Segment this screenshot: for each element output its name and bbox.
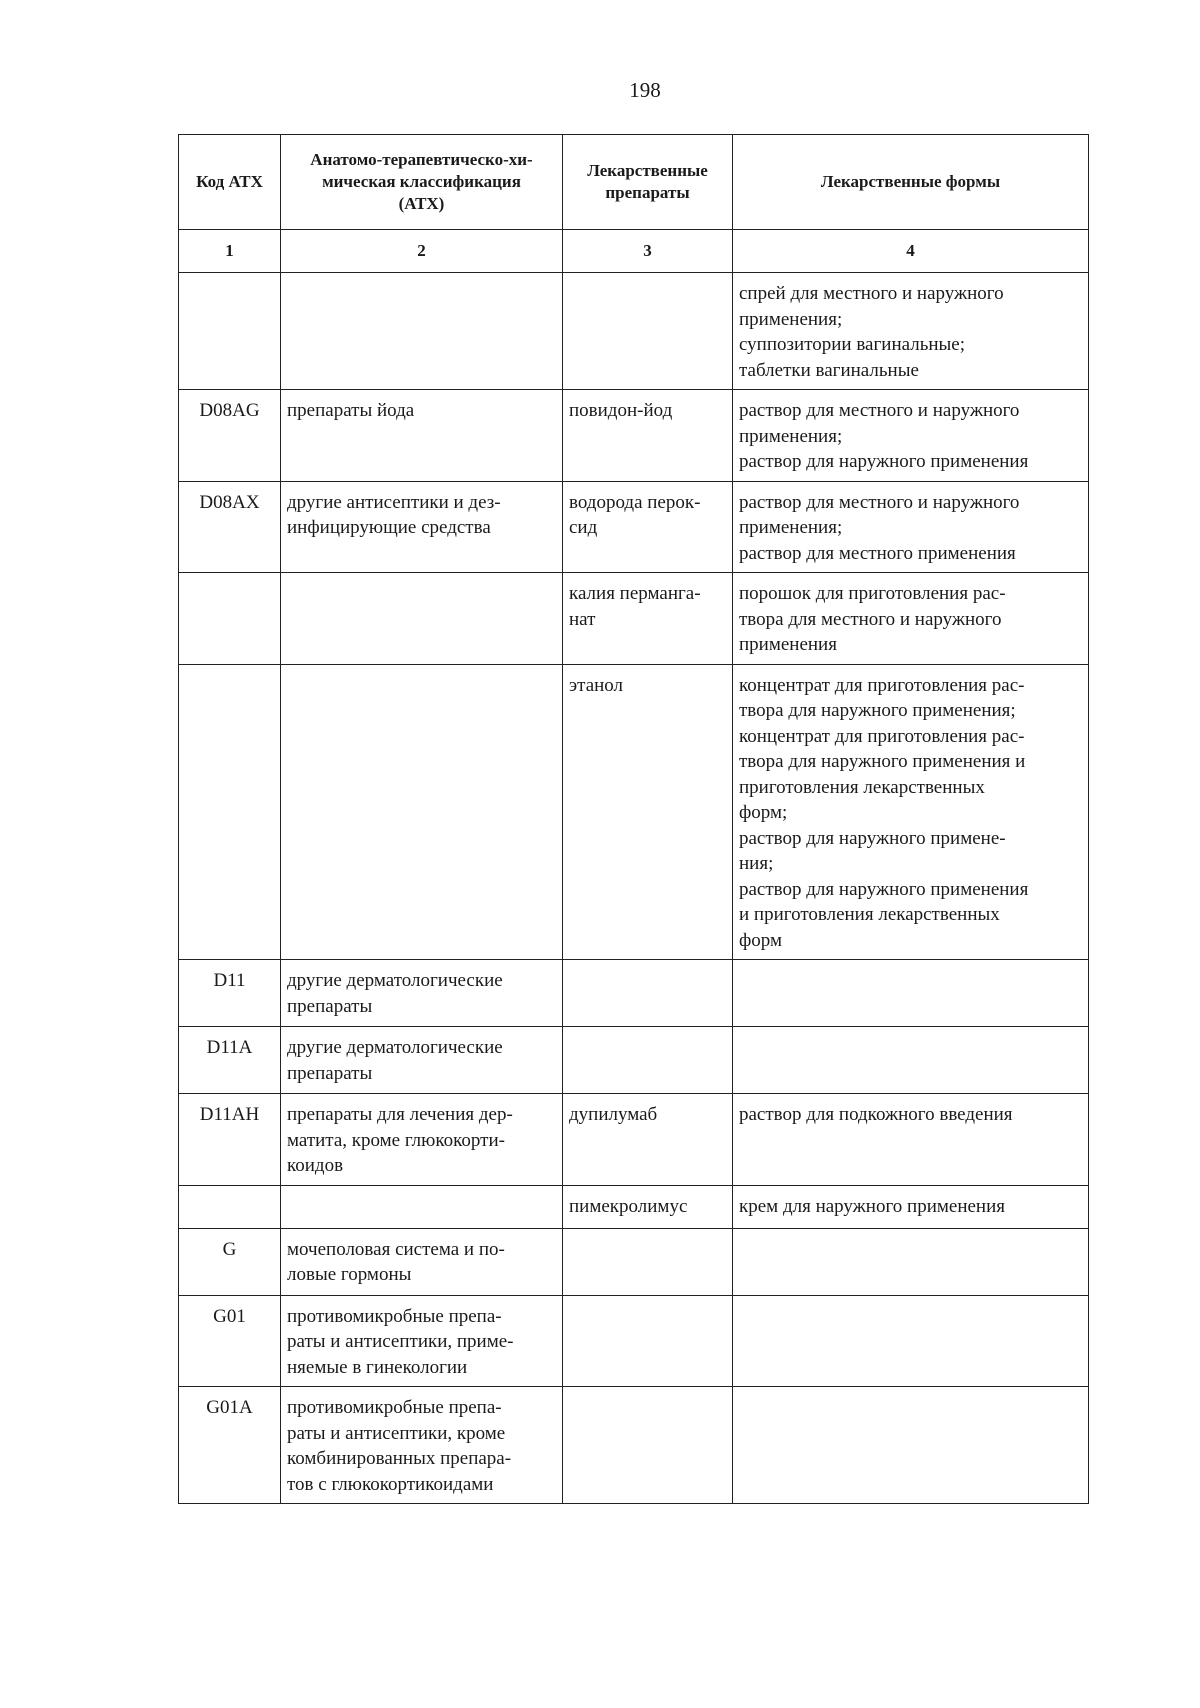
table-body xyxy=(179,273,1089,1504)
cell-drug-line: водорода перок- xyxy=(569,491,701,513)
cell-atx-code xyxy=(179,664,281,960)
cell-forms-line: форм; xyxy=(739,802,788,823)
cell-classification-line: противомикробные препа- xyxy=(287,1305,502,1327)
cell-forms-line: и приготовления лекарственных xyxy=(739,904,1000,925)
cell-classification-line: матита, кроме глюкокорти- xyxy=(287,1129,505,1151)
header-code: Код АТХ xyxy=(179,135,281,230)
column-number: 2 xyxy=(281,230,563,273)
cell-forms xyxy=(733,390,1089,482)
cell-classification xyxy=(281,1228,563,1295)
cell-forms-line: порошок для приготовления рас- xyxy=(739,583,1006,604)
table-row xyxy=(179,390,1089,482)
cell-drug xyxy=(563,1387,733,1504)
cell-atx-code: D11AH xyxy=(179,1094,281,1186)
cell-forms-line: спрей для местного и наружного xyxy=(739,283,1004,304)
cell-forms-line: концентрат для приготовления рас- xyxy=(739,674,1025,696)
cell-classification-line: препараты йода xyxy=(287,400,415,421)
cell-drug xyxy=(563,273,733,390)
table-row xyxy=(179,1295,1089,1387)
cell-atx-code: D11A xyxy=(179,1027,281,1094)
cell-classification-line: коидов xyxy=(287,1155,344,1176)
cell-atx-code: D11 xyxy=(179,960,281,1027)
cell-drug xyxy=(563,1185,733,1228)
cell-classification-line: комбинированных препара- xyxy=(287,1448,512,1469)
cell-classification xyxy=(281,1027,563,1094)
cell-classification xyxy=(281,664,563,960)
header-classification-line: (АТХ) xyxy=(398,194,445,213)
table-row xyxy=(179,1228,1089,1295)
cell-drug-line: повидон-йод xyxy=(569,400,673,421)
cell-forms xyxy=(733,481,1089,573)
cell-forms-line: твора для наружного применения; xyxy=(739,700,1016,721)
cell-classification-line: препараты xyxy=(287,995,373,1017)
cell-forms xyxy=(733,1094,1089,1186)
cell-classification xyxy=(281,1387,563,1504)
cell-forms-line: форм xyxy=(739,929,783,951)
cell-drug xyxy=(563,1295,733,1387)
table-row xyxy=(179,664,1089,960)
cell-classification-line: препараты для лечения дер- xyxy=(287,1104,513,1125)
cell-atx-code: G01 xyxy=(179,1295,281,1387)
cell-atx-code: G xyxy=(179,1228,281,1295)
cell-forms-line: раствор для местного и наружного xyxy=(739,491,1020,513)
cell-forms-line: применения; xyxy=(739,425,843,447)
table-row xyxy=(179,960,1089,1027)
cell-forms-line: раствор для наружного применения xyxy=(739,878,1029,900)
cell-forms-line: ния; xyxy=(739,853,774,874)
cell-classification-line: другие антисептики и дез- xyxy=(287,491,501,513)
cell-drug-line: калия перманга- xyxy=(569,583,701,604)
cell-forms xyxy=(733,1185,1089,1228)
column-number-row xyxy=(179,230,1089,273)
cell-atx-code: D08AX xyxy=(179,481,281,573)
column-number: 3 xyxy=(563,230,733,273)
cell-atx-code: D08AG xyxy=(179,390,281,482)
cell-classification-line: раты и антисептики, кроме xyxy=(287,1422,506,1444)
cell-classification xyxy=(281,1295,563,1387)
cell-classification-line: мочеполовая система и по- xyxy=(287,1238,505,1260)
cell-forms xyxy=(733,1387,1089,1504)
header-classification xyxy=(281,135,563,230)
cell-drug-line: этанол xyxy=(569,674,624,696)
table-row xyxy=(179,1094,1089,1186)
cell-forms xyxy=(733,1228,1089,1295)
cell-drug-line: сид xyxy=(569,517,598,538)
cell-classification xyxy=(281,573,563,665)
cell-drug-line: дупилумаб xyxy=(569,1104,658,1125)
cell-forms-line: применения; xyxy=(739,517,843,538)
cell-drug xyxy=(563,664,733,960)
cell-atx-code xyxy=(179,1185,281,1228)
atx-table xyxy=(178,134,1089,1504)
cell-forms-line: концентрат для приготовления рас- xyxy=(739,725,1025,747)
cell-atx-code xyxy=(179,573,281,665)
cell-classification-line: раты и антисептики, приме- xyxy=(287,1331,514,1352)
table-row xyxy=(179,1387,1089,1504)
cell-atx-code xyxy=(179,273,281,390)
cell-forms-line: твора для наружного применения и xyxy=(739,751,1026,772)
cell-drug xyxy=(563,1228,733,1295)
cell-classification xyxy=(281,1185,563,1228)
cell-forms xyxy=(733,1295,1089,1387)
cell-forms-line: суппозитории вагинальные; xyxy=(739,334,966,355)
cell-forms xyxy=(733,273,1089,390)
cell-drug-line: пимекролимус xyxy=(569,1195,688,1217)
cell-forms-line: таблетки вагинальные xyxy=(739,359,919,381)
cell-forms-line: раствор для подкожного введения xyxy=(739,1104,1013,1125)
cell-forms xyxy=(733,573,1089,665)
header-classification-line: Анатомо-терапевтическо-хи- xyxy=(310,150,533,169)
header-classification-line: мическая классификация xyxy=(322,172,521,191)
cell-classification xyxy=(281,1094,563,1186)
cell-drug xyxy=(563,481,733,573)
table-row xyxy=(179,481,1089,573)
cell-classification-line: тов с глюкокортикоидами xyxy=(287,1473,494,1495)
cell-classification-line: противомикробные препа- xyxy=(287,1397,502,1418)
cell-drug xyxy=(563,390,733,482)
cell-drug xyxy=(563,1027,733,1094)
cell-forms-line: применения xyxy=(739,634,837,655)
cell-classification-line: препараты xyxy=(287,1062,373,1084)
cell-atx-code: G01A xyxy=(179,1387,281,1504)
cell-forms-line: твора для местного и наружного xyxy=(739,608,1002,630)
table-row xyxy=(179,1027,1089,1094)
cell-forms-line: раствор для местного и наружного xyxy=(739,400,1020,421)
cell-classification xyxy=(281,481,563,573)
cell-classification xyxy=(281,390,563,482)
cell-forms-line: раствор для местного применения xyxy=(739,542,1016,564)
cell-drug-line: нат xyxy=(569,608,596,630)
cell-forms-line: крем для наружного применения xyxy=(739,1195,1006,1217)
header-drug-line: препараты xyxy=(605,183,690,202)
cell-forms xyxy=(733,664,1089,960)
table-row xyxy=(179,573,1089,665)
cell-forms xyxy=(733,960,1089,1027)
cell-classification-line: другие дерматологические xyxy=(287,1037,503,1058)
column-number: 1 xyxy=(179,230,281,273)
header-drug-line: Лекарственные xyxy=(587,161,708,180)
cell-classification-line: другие дерматологические xyxy=(287,970,503,991)
header-forms: Лекарственные формы xyxy=(733,135,1089,230)
table-row xyxy=(179,1185,1089,1228)
cell-drug xyxy=(563,573,733,665)
cell-classification-line: няемые в гинекологии xyxy=(287,1356,468,1378)
table-row xyxy=(179,273,1089,390)
cell-forms-line: раствор для наружного применения xyxy=(739,451,1029,472)
header-drug xyxy=(563,135,733,230)
cell-classification-line: инфицирующие средства xyxy=(287,517,491,538)
column-number: 4 xyxy=(733,230,1089,273)
cell-classification-line: ловые гормоны xyxy=(287,1264,412,1285)
page-number: 198 xyxy=(629,78,661,102)
cell-forms-line: применения; xyxy=(739,308,843,330)
cell-classification xyxy=(281,273,563,390)
cell-forms-line: приготовления лекарственных xyxy=(739,776,985,798)
cell-forms-line: раствор для наружного примене- xyxy=(739,827,1006,849)
cell-classification xyxy=(281,960,563,1027)
cell-drug xyxy=(563,960,733,1027)
cell-forms xyxy=(733,1027,1089,1094)
cell-drug xyxy=(563,1094,733,1186)
header-row xyxy=(179,135,1089,230)
